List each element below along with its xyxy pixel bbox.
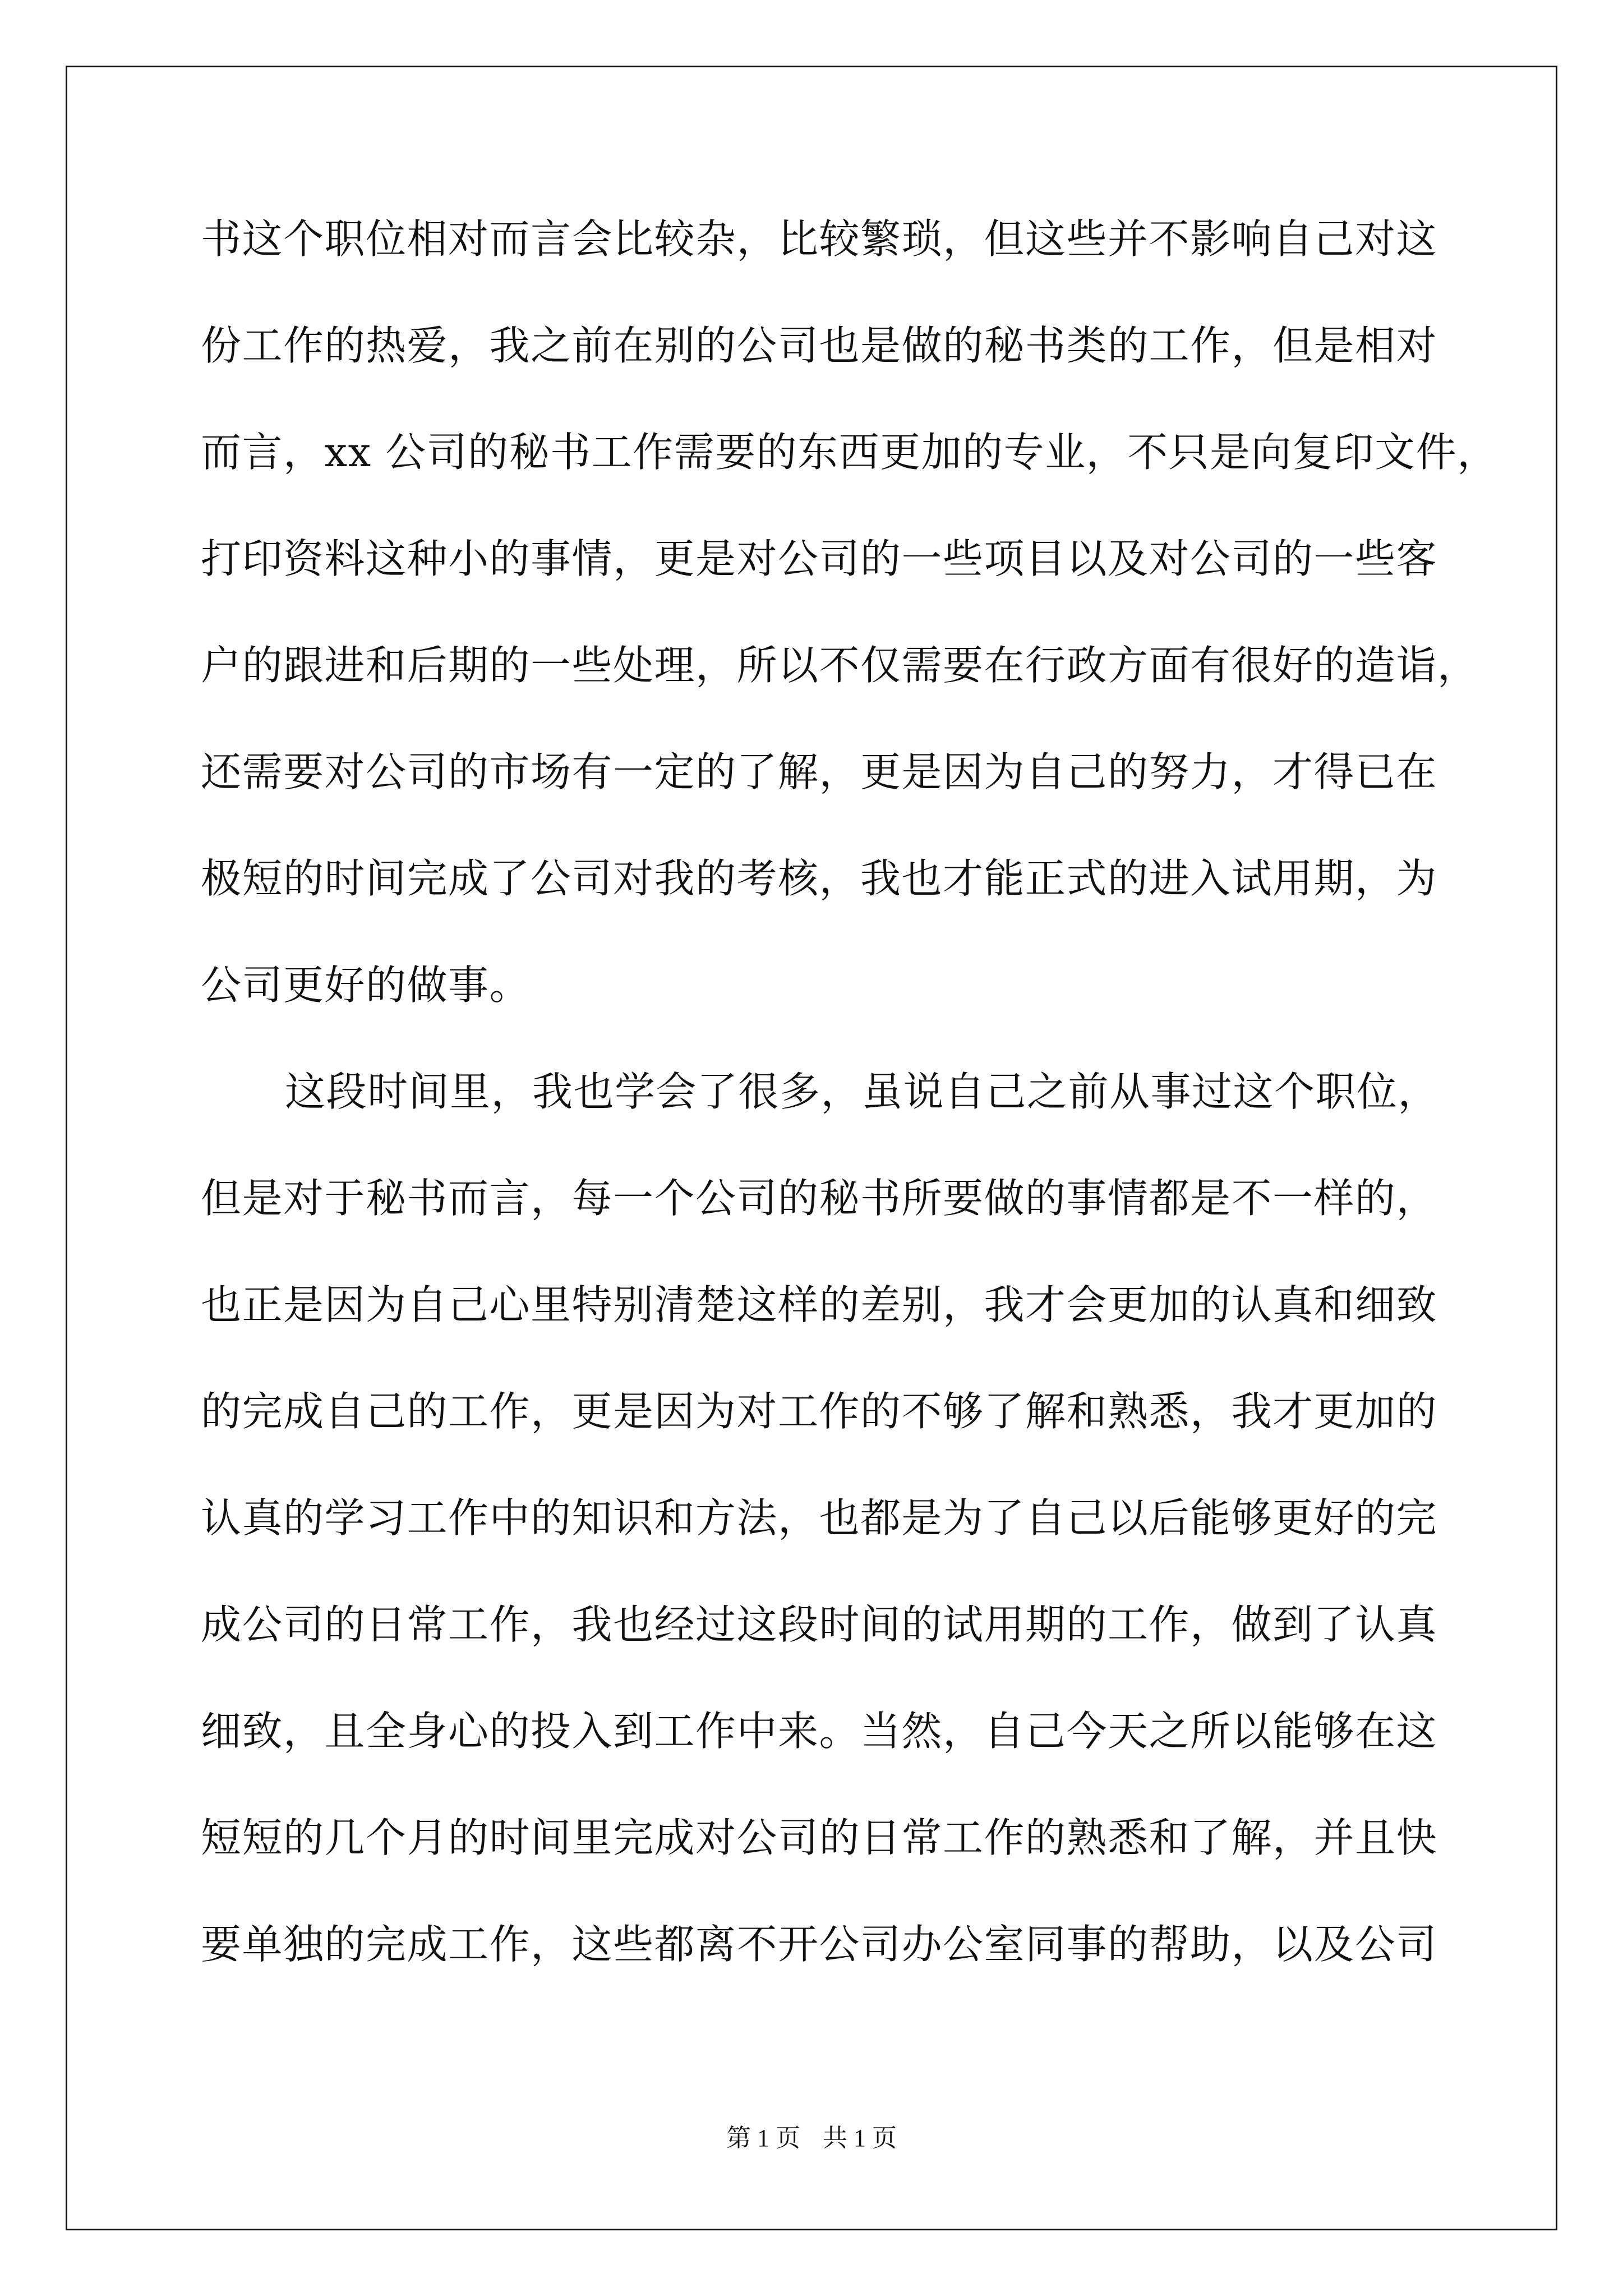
text-line: 要单独的完成工作，这些都离不开公司办公室同事的帮助，以及公司 [201, 1921, 1438, 1968]
text-line: 成公司的日常工作，我也经过这段时间的试用期的工作，做到了认真 [201, 1601, 1438, 1648]
page-number: 第 1 页 [726, 2124, 800, 2152]
text-line: 短短的几个月的时间里完成对公司的日常工作的熟悉和了解，并且快 [201, 1814, 1438, 1861]
page-footer [0, 2118, 1623, 2154]
text-line: 但是对于秘书而言，每一个公司的秘书所要做的事情都是不一样的， [201, 1175, 1438, 1222]
text-line: 还需要对公司的市场有一定的了解，更是因为自己的努力，才得已在 [201, 748, 1438, 795]
text-line: 打印资料这种小的事情，更是对公司的一些项目以及对公司的一些客 [201, 535, 1438, 582]
document-body [201, 215, 1498, 2031]
text-line: 书这个职位相对而言会比较杂，比较繁琐，但这些并不影响自己对这 [201, 215, 1438, 263]
page-total: 共 1 页 [823, 2124, 897, 2152]
text-line: 而言，xx 公司的秘书工作需要的东西更加的专业，不只是向复印文件， [201, 429, 1498, 476]
text-line: 细致，且全身心的投入到工作中来。当然，自己今天之所以能够在这 [201, 1708, 1438, 1755]
text-line: 极短的时间完成了公司对我的考核，我也才能正式的进入试用期，为 [201, 855, 1438, 902]
text-line: 这段时间里，我也学会了很多，虽说自己之前从事过这个职位， [285, 1068, 1440, 1115]
text-line: 认真的学习工作中的知识和方法，也都是为了自己以后能够更好的完 [201, 1494, 1438, 1542]
text-line: 户的跟进和后期的一些处理，所以不仅需要在行政方面有很好的造诣， [201, 642, 1479, 689]
text-line: 的完成自己的工作，更是因为对工作的不够了解和熟悉，我才更加的 [201, 1388, 1438, 1435]
text-line: 也正是因为自己心里特别清楚这样的差别，我才会更加的认真和细致 [201, 1281, 1438, 1328]
text-line: 公司更好的做事。 [201, 961, 531, 1009]
text-line: 份工作的热爱，我之前在别的公司也是做的秘书类的工作，但是相对 [201, 322, 1438, 369]
